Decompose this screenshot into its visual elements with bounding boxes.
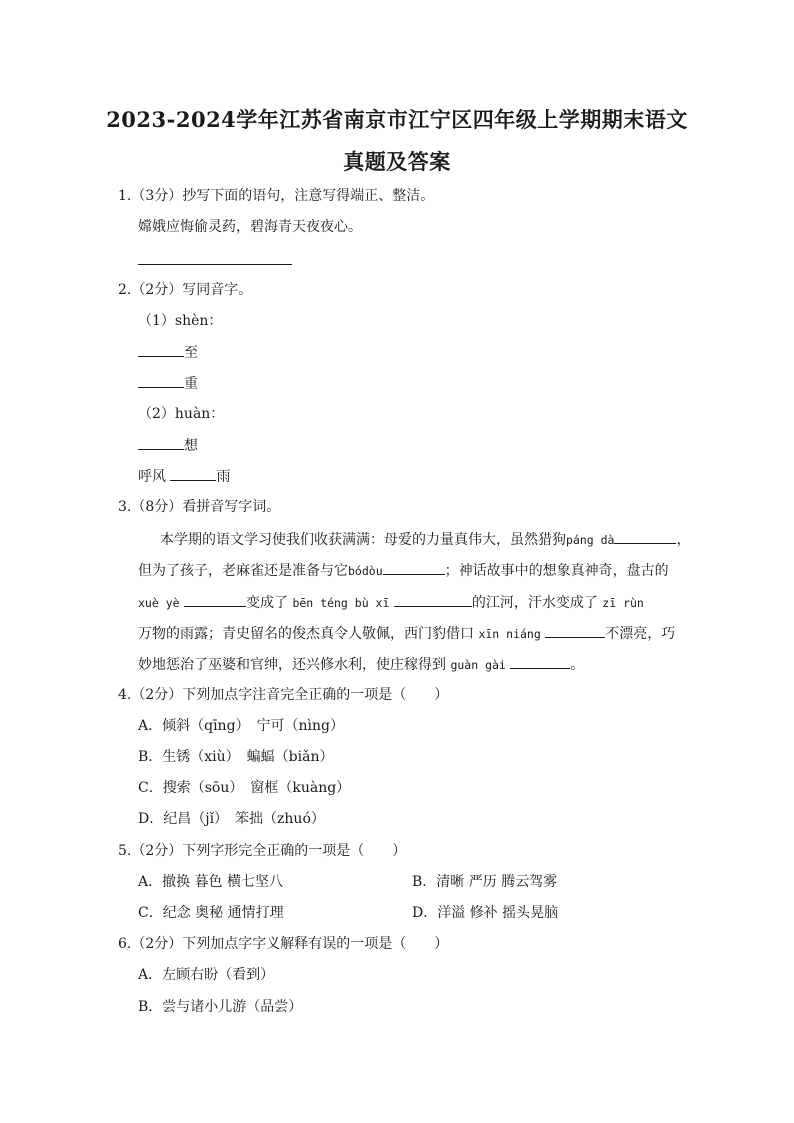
question-2-item-2a: 想 [138,435,198,456]
answer-blank[interactable] [138,373,184,388]
question-1-heading: 1.（3分）抄写下面的语句，注意写得端正、整洁。 [118,188,435,204]
answer-blank[interactable] [138,342,184,357]
question-1-text: 嫦娥应悔偷灵药，碧海青天夜夜心。 [138,219,362,235]
question-6-heading: 6.（2分）下列加点字字义解释有误的一项是（ ） [118,936,449,952]
question-5-option-a[interactable]: A．撤换 暮色 横七坚八 [138,874,284,890]
question-2-item-1a: 至 [138,342,198,363]
page-title-line-1: 2023-2024学年江苏省南京市江宁区四年级上学期期末语文 [106,107,688,132]
question-3-line-3: xuè yè 变成了 bēn téng bù xī 的江河，汗水变成了 zī rùn [138,592,644,613]
answer-blank[interactable] [510,654,570,669]
question-2-item-1b: 重 [138,373,198,394]
page-title-line-2: 真题及答案 [343,149,451,174]
pinyin-prompt: bēn téng bù xī [292,596,390,610]
question-5-heading: 5.（2分）下列字形完全正确的一项是（ ） [118,843,407,859]
answer-blank[interactable] [394,592,472,607]
pinyin-prompt: bódòu [348,564,383,578]
question-3-heading: 3.（8分）看拼音写字词。 [118,499,281,515]
answer-blank[interactable] [383,560,445,575]
pinyin-prompt: guàn gài [450,658,506,672]
question-3-line-2: 但为了孩子，老麻雀还是准备与它bódòu ；神话故事中的想象真神奇，盘古的 [138,560,669,581]
question-1-answer-line[interactable] [138,264,292,265]
question-5-option-c[interactable]: C．纪念 奥秘 通情打理 [138,905,284,921]
answer-blank[interactable] [170,466,216,481]
question-3-line-1: 本学期的语文学习使我们收获满满：母爱的力量真伟大，虽然猎狗páng dà ， [160,529,690,550]
question-5-option-d[interactable]: D．洋溢 修补 摇头晃脑 [412,905,559,921]
question-4-option-c[interactable]: C．搜索（sōu） 窗框（kuàng） [138,780,351,796]
pinyin-prompt: xuè yè [138,596,180,610]
pinyin-prompt: páng dà [566,533,615,547]
answer-blank[interactable] [545,623,605,638]
question-4-option-b[interactable]: B．生锈（xiù） 蝙蝠（biǎn） [138,749,334,765]
answer-blank[interactable] [184,592,246,607]
pinyin-prompt: zī rùn [602,596,644,610]
question-4-heading: 4.（2分）下列加点字注音完全正确的一项是（ ） [118,687,449,703]
question-6-option-a[interactable]: A．左顾右盼（看到） [138,967,275,983]
answer-blank[interactable] [138,435,184,450]
question-2-item-2b: 呼风 雨 [138,466,230,487]
question-5-option-b[interactable]: B．清晰 严历 腾云驾雾 [412,874,558,890]
question-2-part-1-label: （1）shèn： [138,313,223,329]
question-3-line-4: 万物的雨露；青史留名的俊杰真令人敬佩，西门豹借口 xīn niáng 不漂亮，巧 [138,623,675,644]
pinyin-prompt: xīn niáng [478,627,541,641]
question-2-part-2-label: （2）huàn： [138,406,225,422]
question-2-heading: 2.（2分）写同音字。 [118,282,253,298]
question-4-option-d[interactable]: D．纪昌（jǐ） 笨拙（zhuó） [138,811,325,827]
question-6-option-b[interactable]: B．尝与诸小儿游（品尝） [138,999,303,1015]
question-3-line-5: 妙地惩治了巫婆和官绅，还兴修水利，使庄稼得到 guàn gài 。 [138,654,584,675]
answer-blank[interactable] [614,529,676,544]
question-4-option-a[interactable]: A．倾斜（qīng） 宁可（nìng） [138,718,345,734]
